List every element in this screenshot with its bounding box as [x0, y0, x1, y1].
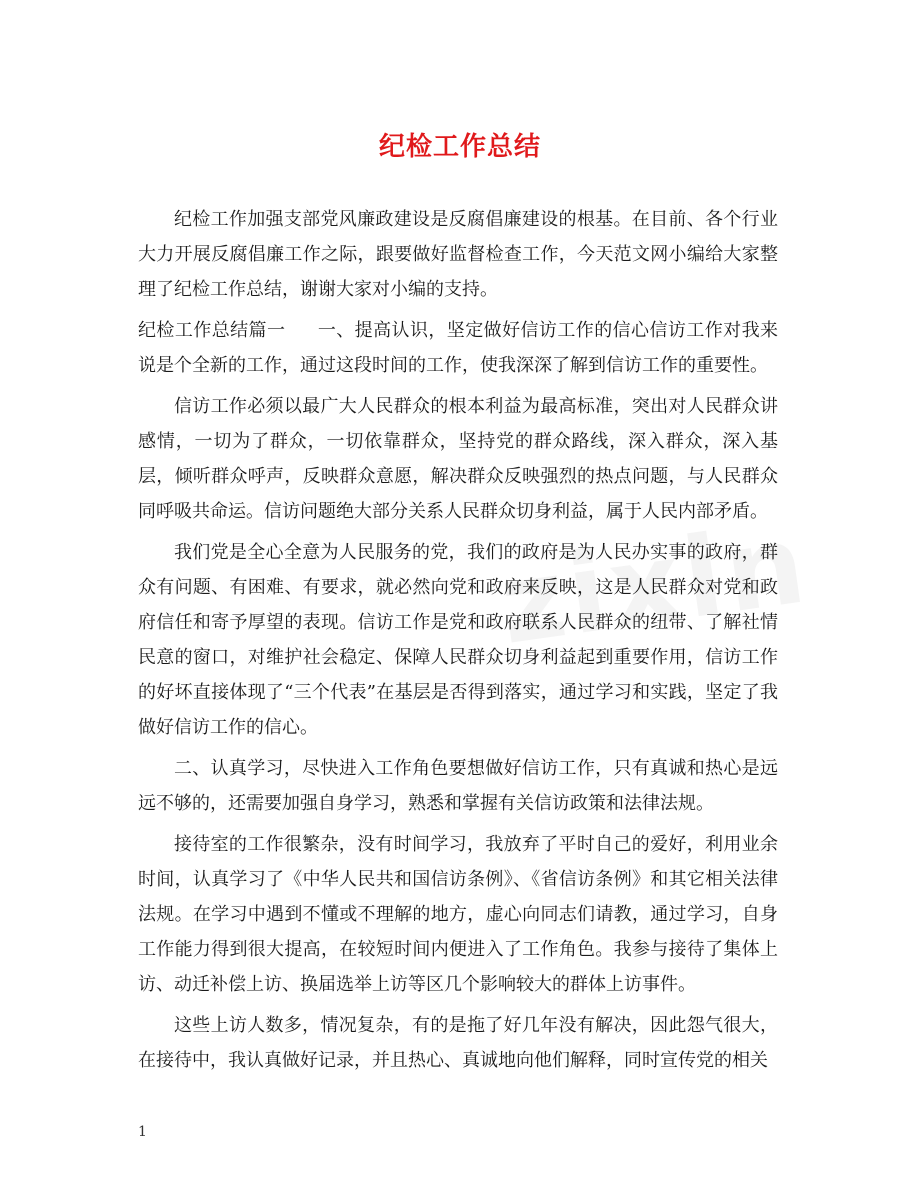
paragraph-2: 信访工作必须以最广大人民群众的根本利益为最高标准，突出对人民群众讲感情，一切为了群众，一切依靠群众，坚持党的群众路线，深入群众，深入基层，倾听群众呼声，反映群众意愿，解决群众反映强烈的热点问题，与人民群众同呼吸共命运。信访问题绝大部分关系人民群众切身利益，属于人民内部矛盾。 — [138, 396, 778, 522]
section-heading-paragraph — [138, 313, 778, 383]
document-body — [138, 202, 778, 1084]
paragraph-6: 这些上访人数多，情况复杂，有的是拖了好几年没有解决，因此怨气很大，在接待中，我认真做好记录，并且热心、真诚地向他们解释，同时宣传党的相关 — [138, 1015, 778, 1071]
paragraph-3: 我们党是全心全意为人民服务的党，我们的政府是为人民办实事的政府，群众有问题、有困难、有要求，就必然向党和政府来反映，这是人民群众对党和政府信任和寄予厚望的表现。信访工作是党和政府联系人民群众的纽带、了解社情民意的窗口，对维护社会稳定、保障人民群众切身利益起到重要作用，信访工作的好坏直接体现了“三个代表”在基层是否得到落实，通过学习和实践，坚定了我做好信访工作的信心。 — [138, 542, 778, 738]
document-title: 纪检工作总结 — [378, 132, 541, 162]
page-number: 1 — [138, 1124, 147, 1140]
section-text: 一、提高认识，坚定做好信访工作的信心信访工作对我来说是个全新的工作，通过这段时间的工作，使我深深了解到信访工作的重要性。 — [138, 320, 779, 376]
paragraph-5: 接待室的工作很繁杂，没有时间学习，我放弃了平时自己的爱好，利用业余时间，认真学习了《中华人民共和国信访条例》、《省信访条例》和其它相关法律法规。在学习中遇到不懂或不理解的地方，虚心向同志们请教，通过学习，自身工作能力得到很大提高，在较短时间内便进入了工作角色。我参与接待了集体上访、动迁补偿上访、换届选举上访等区几个影响较大的群体上访事件。 — [138, 834, 778, 995]
paragraph-intro: 纪检工作加强支部党风廉政建设是反腐倡廉建设的根基。在目前、各个行业大力开展反腐倡廉工作之际，跟要做好监督检查工作，今天范文网小编给大家整理了纪检工作总结，谢谢大家对小编的支持。 — [138, 209, 778, 300]
paragraph-4: 二、认真学习，尽快进入工作角色要想做好信访工作，只有真诚和热心是远远不够的，还需要加强自身学习，熟悉和掌握有关信访政策和法律法规。 — [138, 758, 778, 814]
section-label: 纪检工作总结篇一 — [138, 320, 286, 341]
